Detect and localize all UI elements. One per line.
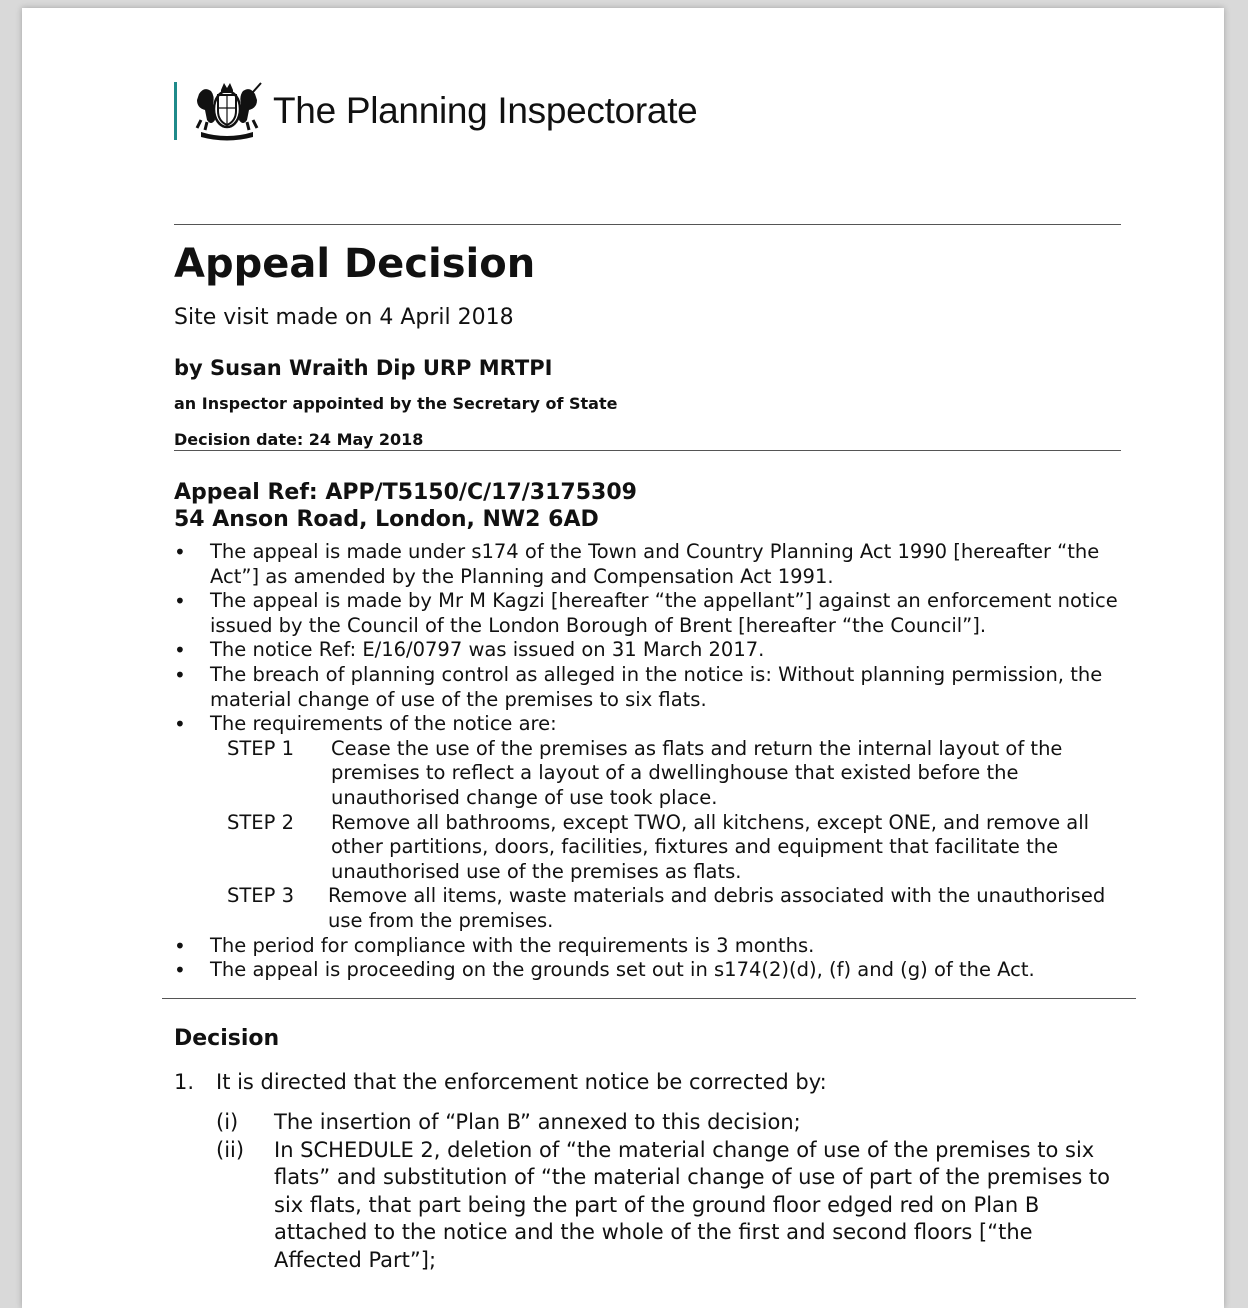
list-item: • The appeal is proceeding on the grounds set out in s174(2)(d), (f) and (g) of the Act. xyxy=(174,958,1134,983)
step-label: STEP 2 xyxy=(227,810,294,834)
logo-accent-bar xyxy=(174,82,177,140)
summary-divider xyxy=(162,998,1136,999)
inspector-name: by Susan Wraith Dip URP MRTPI xyxy=(174,356,553,380)
list-item xyxy=(216,1109,1126,1137)
step-item xyxy=(210,884,1134,933)
royal-coat-of-arms-icon xyxy=(191,80,263,142)
header-divider xyxy=(174,224,1121,225)
step-text: Remove all items, waste materials and debris associated with the unauthorised use from the premises. xyxy=(328,884,1106,932)
item-number: (ii) xyxy=(216,1137,245,1162)
document-title: Appeal Decision xyxy=(174,241,536,287)
list-item xyxy=(216,1137,1126,1275)
item-number: (i) xyxy=(216,1110,239,1134)
list-item: • The appeal is made by Mr M Kagzi [hereafter “the appellant”] against an enforcement notice issued by the Council of the London Borough of Brent [hereafter “the Council”]. xyxy=(174,589,1134,638)
paragraph-number: 1. xyxy=(174,1070,195,1094)
meta-divider xyxy=(174,450,1121,451)
planning-inspectorate-logo xyxy=(174,80,697,142)
step-label: STEP 3 xyxy=(227,884,294,908)
requirements-intro: The requirements of the notice are: xyxy=(210,712,557,736)
organization-name: The Planning Inspectorate xyxy=(273,90,698,131)
item-text: The insertion of “Plan B” annexed to this decision; xyxy=(274,1110,801,1134)
list-item-requirements xyxy=(174,712,1134,933)
step-label: STEP 1 xyxy=(227,736,294,760)
correction-list xyxy=(216,1109,1126,1274)
appeal-ref: Appeal Ref: APP/T5150/C/17/3175309 xyxy=(174,480,637,505)
step-text: Cease the use of the premises as flats and return the internal layout of the premises to reflect a layout of a dwellinghouse that existed before the unauthorised change of use took place. xyxy=(331,736,1063,809)
appeal-summary-list xyxy=(174,540,1134,983)
decision-paragraph xyxy=(174,1070,1124,1094)
list-item: • The appeal is made under s174 of the Town and Country Planning Act 1990 [hereafter “the Act”] as amended by the Planning and Compensation Act 1991. xyxy=(174,540,1134,589)
requirement-steps xyxy=(210,737,1134,934)
step-text: Remove all bathrooms, except TWO, all kitchens, except ONE, and remove all other partitions, doors, facilities, fixtures and equipment that facilitate the unauthorised use of the premises as flats. xyxy=(331,810,1090,883)
site-address: 54 Anson Road, London, NW2 6AD xyxy=(174,507,599,532)
appeal-reference-block xyxy=(174,479,637,533)
step-item xyxy=(210,811,1134,885)
decision-date: Decision date: 24 May 2018 xyxy=(174,430,424,449)
inspector-appointment: an Inspector appointed by the Secretary of State xyxy=(174,394,618,413)
list-item: • The period for compliance with the requirements is 3 months. xyxy=(174,934,1134,959)
list-item: • The notice Ref: E/16/0797 was issued on 31 March 2017. xyxy=(174,638,1134,663)
paragraph-text: It is directed that the enforcement notice be corrected by: xyxy=(216,1070,827,1094)
step-item xyxy=(210,737,1134,811)
list-item: • The breach of planning control as alleged in the notice is: Without planning permission, the material change of use of the premises to six flats. xyxy=(174,663,1134,712)
document-page xyxy=(22,8,1224,1308)
item-text: In SCHEDULE 2, deletion of “the material change of use of the premises to six flats” and substitution of “the material change of use of part of the premises to six flats, that part being the part of the ground floor edged red on Plan B attached to the notice and the whole of the first and second floors [“the Affected Part”]; xyxy=(274,1137,1111,1272)
decision-heading: Decision xyxy=(174,1026,280,1051)
site-visit-date: Site visit made on 4 April 2018 xyxy=(174,305,514,330)
